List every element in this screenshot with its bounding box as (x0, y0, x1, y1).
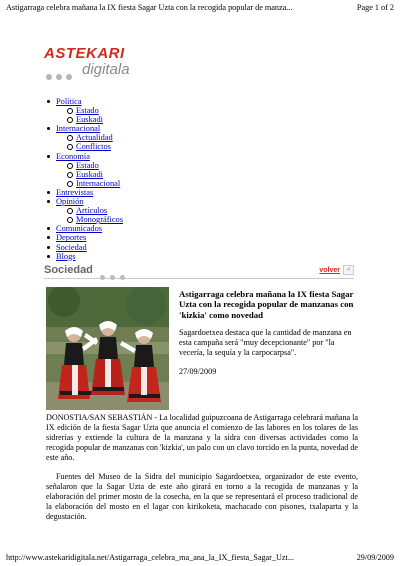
nav-subitem-internacional-actualidad (36, 133, 236, 142)
nav-subitem-internacional-conflictos (36, 142, 236, 151)
nav-subitem-politica-estado (36, 106, 236, 115)
nav-link-internacional[interactable]: Internacional (56, 124, 101, 134)
back-link[interactable]: volver (319, 267, 340, 274)
print-footer-url: http://www.astekaridigitala.net/Astigarraga_celebra_ma_ana_la_IX_fiesta_Sagar_Uzt... (6, 553, 294, 562)
nav-subitem-politica-euskadi (36, 115, 236, 124)
nav-link-opinion-articulos[interactable]: Artículos (76, 206, 108, 216)
article-summary: Sagardoetxea destaca que la cantidad de manzana en esta campaña será "muy decepcionante" por "la vecería, la sequía y la carpocarpsa". (179, 328, 352, 357)
nav-link-economia[interactable]: Economía (56, 151, 90, 161)
nav-item-economia (36, 152, 236, 161)
nav-item-entrevistas (36, 188, 236, 197)
article-paragraph: Fuentes del Museo de la Sidra del municipio Sagardoetxea, organizador de este evento, señalaron que la Sagar Uzta de este año girará en torno a la recogida de manzanas y la elaboración del primer mosto de la cosecha, en la que se representará el proceso tradicional de la elaboración del mosto en el lagar con kirikoketa, machacado con pisones, txalaparta y la degustación. (46, 472, 358, 522)
nav-item-blogs (36, 252, 236, 261)
nav-link-economia-estado[interactable]: Estado (76, 160, 99, 170)
nav-subitem-economia-euskadi (36, 170, 236, 179)
nav-link-economia-euskadi[interactable]: Euskadi (76, 169, 103, 179)
nav-item-sociedad (36, 243, 236, 252)
nav-item-opinion (36, 197, 236, 206)
nav-link-entrevistas[interactable]: Entrevistas (56, 187, 94, 197)
print-header-page-number: Page 1 of 2 (356, 3, 394, 12)
nav-item-internacional (36, 124, 236, 133)
nav-link-internacional-conflictos[interactable]: Conflictos (76, 142, 111, 152)
print-footer-date: 29/09/2009 (356, 553, 394, 562)
nav-item-deportes (36, 233, 236, 242)
folk-dancers-image (46, 287, 169, 410)
nav-link-comunicados[interactable]: Comunicados (56, 224, 103, 234)
nav-link-opinion[interactable]: Opinión (56, 197, 84, 207)
nav-link-economia-internacional[interactable]: Internacional (76, 178, 121, 188)
site-logo[interactable] (44, 46, 144, 80)
nav-subitem-opinion-articulos (36, 206, 236, 215)
section-title: Sociedad (44, 264, 93, 276)
nav-item-comunicados (36, 224, 236, 233)
nav-item-politica (36, 97, 236, 106)
back-arrow-icon[interactable]: ↵ (343, 265, 354, 275)
main-navigation (36, 97, 236, 261)
article-date: 27/09/2009 (179, 367, 217, 376)
nav-link-politica[interactable]: Política (56, 97, 82, 106)
nav-link-deportes[interactable]: Deportes (56, 233, 87, 243)
nav-subitem-opinion-monograficos (36, 215, 236, 224)
article-body (46, 413, 358, 532)
print-header (6, 2, 394, 14)
article-photo (46, 287, 169, 410)
nav-link-politica-euskadi[interactable]: Euskadi (76, 115, 103, 125)
nav-subitem-economia-estado (36, 161, 236, 170)
nav-subitem-economia-internacional (36, 179, 236, 188)
print-header-title: Astigarraga celebra mañana la IX fiesta Sagar Uzta con la recogida popular de manza... (6, 3, 293, 12)
nav-link-opinion-monograficos[interactable]: Monográficos (76, 215, 123, 225)
print-footer (6, 552, 394, 564)
nav-link-sociedad[interactable]: Sociedad (56, 242, 87, 252)
nav-link-blogs[interactable]: Blogs (56, 251, 76, 261)
article-paragraph: DONOSTIA/SAN SEBASTIÁN - La localidad guipuzcoana de Astigarraga celebrará mañana la IX edición de la fiesta Sagar Uzta que anuncia el comienzo de las labores en los tolares de las sidrerías y extiende la cultura de la manzana y la sidra con diversas actividades como la recogida popular de manzanas con 'kizkia', un palo con un clavo torcido en la punta, novedad de este año. (46, 413, 358, 462)
article-title: Astigarraga celebra mañana la IX fiesta Sagar Uzta con la recogida popular de manzanas con 'kizkia' como novedad (179, 289, 354, 320)
logo-wordmark-bottom: digitala (82, 61, 130, 78)
section-header (44, 263, 354, 279)
nav-link-politica-estado[interactable]: Estado (76, 106, 99, 116)
logo-dots (46, 67, 76, 85)
section-dots (100, 267, 130, 285)
nav-link-internacional-actualidad[interactable]: Actualidad (76, 133, 113, 143)
logo-wordmark-top: ASTEKARI (44, 45, 125, 62)
